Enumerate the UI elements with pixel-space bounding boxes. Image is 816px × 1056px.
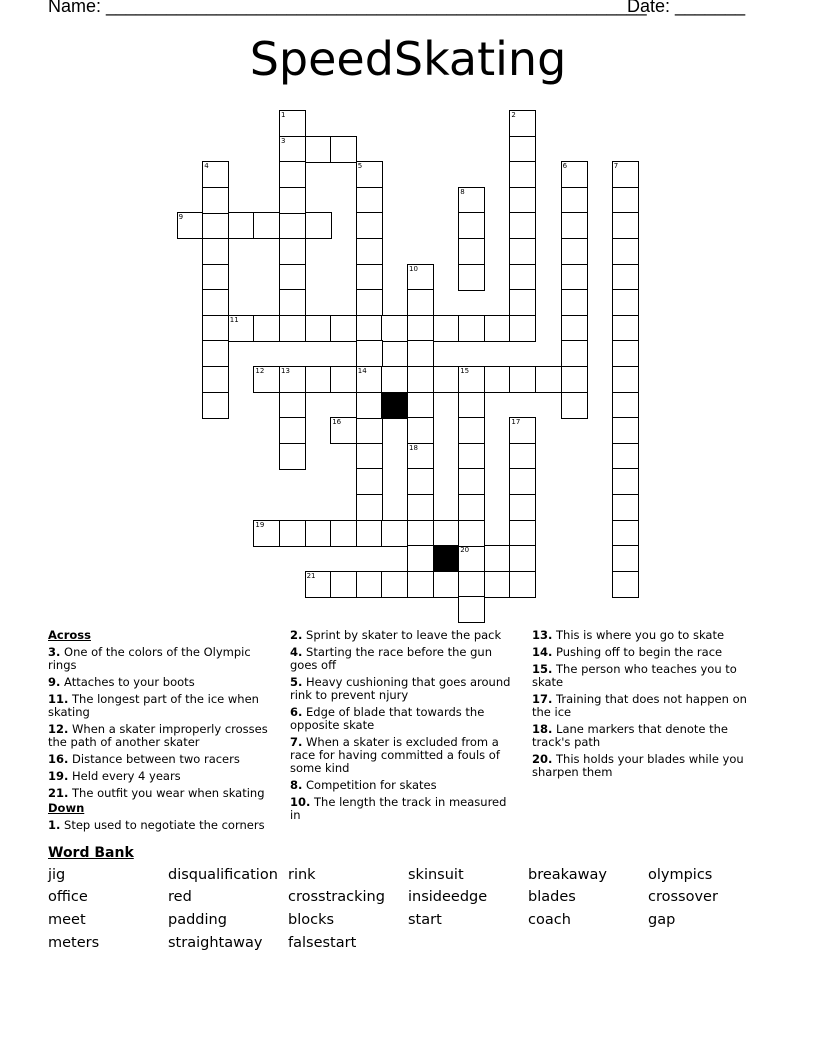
grid-cell[interactable] <box>612 340 639 367</box>
clue-text: This is where you go to skate <box>552 628 725 642</box>
word-bank-item: breakaway <box>528 867 608 883</box>
clue-text: Distance between two racers <box>68 752 240 766</box>
grid-cell[interactable] <box>202 366 229 393</box>
grid-cell[interactable] <box>561 264 588 291</box>
grid-cell[interactable] <box>356 417 383 444</box>
word-bank-item: office <box>48 889 88 905</box>
grid-cell[interactable] <box>407 520 434 547</box>
grid-cell[interactable] <box>458 264 485 291</box>
grid-cell[interactable] <box>458 417 485 444</box>
grid-cell[interactable] <box>407 494 434 521</box>
clue-number-label: 7. <box>290 735 303 749</box>
clue-number: 18 <box>409 443 418 452</box>
grid-cell[interactable] <box>458 443 485 470</box>
clue-item <box>290 646 515 672</box>
clue-number-label: 16. <box>48 752 69 766</box>
clue-text: The outfit you wear when skating <box>68 786 265 800</box>
grid-cell[interactable] <box>356 392 383 419</box>
grid-cell[interactable] <box>612 468 639 495</box>
clue-item <box>48 787 273 800</box>
word-bank-item: disqualification <box>168 867 278 883</box>
grid-cell[interactable] <box>509 187 536 214</box>
grid-cell[interactable] <box>509 468 536 495</box>
grid-cell[interactable] <box>433 366 460 393</box>
grid-cell[interactable] <box>356 340 383 367</box>
clue-number-label: 15. <box>532 662 553 676</box>
clue-number-label: 12. <box>48 722 69 736</box>
word-bank-item: start <box>408 912 442 928</box>
word-bank-title: Word Bank <box>48 845 134 861</box>
grid-cell[interactable] <box>484 571 511 598</box>
clue-item <box>532 723 757 749</box>
word-bank-item: padding <box>168 912 227 928</box>
word-bank-item: skinsuit <box>408 867 464 883</box>
clue-text: Heavy cushioning that goes around rink to prevent njury <box>290 675 511 702</box>
grid-cell[interactable] <box>305 315 332 342</box>
grid-cell[interactable] <box>407 392 434 419</box>
clue-number: 21 <box>306 571 316 580</box>
grid-cell[interactable] <box>407 571 434 598</box>
clue-number-label: 14. <box>532 645 553 659</box>
clue-number-label: 19. <box>48 769 69 783</box>
clue-number-label: 8. <box>290 778 303 792</box>
clue-number-label: 18. <box>532 722 553 736</box>
grid-cell[interactable] <box>535 366 562 393</box>
clue-text: Training that does not happen on the ice <box>532 692 747 719</box>
grid-cell[interactable] <box>612 238 639 265</box>
grid-cell[interactable] <box>458 494 485 521</box>
clue-text: Starting the race before the gun goes off <box>290 645 492 672</box>
grid-cell[interactable] <box>612 366 639 393</box>
clue-text: When a skater improperly crosses the path of another skater <box>48 722 268 749</box>
word-bank-item: insideedge <box>408 889 488 905</box>
clue-number-label: 4. <box>290 645 303 659</box>
grid-cell[interactable] <box>381 571 408 598</box>
grid-cell[interactable] <box>509 366 536 393</box>
clue-number: 20 <box>460 546 470 555</box>
clue-number: 7 <box>613 162 619 171</box>
grid-cell[interactable] <box>458 468 485 495</box>
grid-cell[interactable] <box>458 571 485 598</box>
grid-cell[interactable] <box>561 366 588 393</box>
grid-cell[interactable] <box>509 545 536 572</box>
grid-cell[interactable] <box>612 212 639 239</box>
word-bank-item: gap <box>648 912 676 928</box>
grid-block <box>433 545 460 572</box>
clue-text: The length the track in measured in <box>290 795 507 822</box>
grid-cell[interactable] <box>458 315 485 342</box>
grid-cell[interactable] <box>253 315 280 342</box>
clue-text: One of the colors of the Olympic rings <box>48 645 251 672</box>
clue-item <box>48 770 273 783</box>
grid-cell[interactable] <box>330 366 357 393</box>
grid-cell[interactable] <box>202 340 229 367</box>
grid-cell[interactable] <box>484 545 511 572</box>
clues-column-3 <box>532 629 757 783</box>
clue-number: 3 <box>281 136 286 145</box>
clue-text: The longest part of the ice when skating <box>48 692 259 719</box>
grid-cell[interactable] <box>484 315 511 342</box>
word-bank-item: meters <box>48 935 100 951</box>
clue-number: 2 <box>511 111 516 119</box>
clue-item <box>532 693 757 719</box>
grid-cell[interactable] <box>509 136 536 163</box>
clue-number: 19 <box>255 520 265 529</box>
clue-item <box>532 753 757 779</box>
grid-cell[interactable] <box>509 289 536 316</box>
word-bank-item: olympics <box>648 867 713 883</box>
grid-cell[interactable] <box>279 187 306 214</box>
clues-column-1 <box>48 629 273 836</box>
grid-cell[interactable] <box>202 315 229 342</box>
word-bank-item: rink <box>288 867 316 883</box>
grid-cell[interactable] <box>407 545 434 572</box>
clue-text: The person who teaches you to skate <box>532 662 737 689</box>
grid-cell[interactable] <box>407 340 434 367</box>
word-bank-item: falsestart <box>288 935 357 951</box>
across-heading: Across <box>48 628 91 642</box>
clue-item <box>48 819 273 832</box>
grid-cell[interactable] <box>279 212 306 239</box>
grid-cell[interactable] <box>612 571 639 598</box>
grid-cell[interactable] <box>433 571 460 598</box>
page-title: SpeedSkating <box>249 32 567 86</box>
grid-cell[interactable] <box>561 392 588 419</box>
grid-cell[interactable] <box>612 494 639 521</box>
grid-cell[interactable] <box>484 366 511 393</box>
grid-cell[interactable] <box>561 238 588 265</box>
grid-cell[interactable] <box>279 238 306 265</box>
clue-number-label: 17. <box>532 692 553 706</box>
clue-number: 15 <box>460 367 470 375</box>
grid-cell[interactable] <box>407 417 434 444</box>
grid-cell[interactable] <box>458 392 485 419</box>
clue-item <box>290 736 515 775</box>
grid-cell[interactable] <box>305 212 332 239</box>
grid-cell[interactable] <box>458 596 485 623</box>
clue-text: Sprint by skater to leave the pack <box>302 628 502 642</box>
grid-cell[interactable] <box>612 443 639 470</box>
clue-number: 12 <box>255 367 265 375</box>
clue-text: When a skater is excluded from a race for having committed a fouls of some kind <box>290 735 500 775</box>
clue-item <box>48 693 273 719</box>
grid-cell[interactable] <box>202 238 229 265</box>
clue-number-label: 11. <box>48 692 69 706</box>
clue-number-label: 21. <box>48 786 69 800</box>
name-field[interactable]: Name: ______________________________________________________ <box>48 0 647 16</box>
clue-number: 8 <box>460 187 465 196</box>
grid-cell[interactable] <box>356 443 383 470</box>
clue-number-label: 5. <box>290 675 303 689</box>
word-bank-item: crossover <box>648 889 718 905</box>
clue-number: 17 <box>511 418 521 427</box>
grid-cell[interactable] <box>305 366 332 393</box>
grid-cell[interactable] <box>612 315 639 342</box>
grid-cell[interactable] <box>433 315 460 342</box>
clue-number-label: 3. <box>48 645 61 659</box>
grid-block <box>381 392 408 419</box>
grid-cell[interactable] <box>407 468 434 495</box>
grid-cell[interactable] <box>202 289 229 316</box>
grid-cell[interactable] <box>356 520 383 547</box>
grid-cell[interactable] <box>381 520 408 547</box>
clue-number: 14 <box>357 367 367 375</box>
clues-column-2 <box>290 629 515 826</box>
grid-cell[interactable] <box>356 494 383 521</box>
grid-cell[interactable] <box>612 289 639 316</box>
word-bank-item: red <box>168 889 192 905</box>
grid-cell[interactable] <box>305 136 332 163</box>
grid-cell[interactable] <box>509 520 536 547</box>
grid-cell[interactable] <box>356 238 383 265</box>
grid-cell[interactable] <box>356 187 383 214</box>
grid-cell[interactable] <box>279 264 306 291</box>
clue-item <box>290 706 515 732</box>
clue-number-label: 13. <box>532 628 553 642</box>
clue-number-label: 9. <box>48 675 61 689</box>
grid-cell[interactable] <box>612 520 639 547</box>
grid-cell[interactable] <box>509 161 536 188</box>
date-field[interactable]: Date: _______ <box>627 0 746 16</box>
clue-item <box>290 629 515 642</box>
clue-text: Pushing off to begin the race <box>552 645 723 659</box>
word-bank-item: blocks <box>288 912 335 928</box>
grid-cell[interactable] <box>279 443 306 470</box>
clue-number-label: 6. <box>290 705 303 719</box>
clue-item <box>48 646 273 672</box>
grid-cell[interactable] <box>279 392 306 419</box>
grid-cell[interactable] <box>279 417 306 444</box>
clue-item <box>532 629 757 642</box>
grid-cell[interactable] <box>612 264 639 291</box>
clue-number: 1 <box>281 111 286 119</box>
grid-cell[interactable] <box>612 392 639 419</box>
grid-cell[interactable] <box>561 340 588 367</box>
down-heading: Down <box>48 801 85 815</box>
grid-cell[interactable] <box>279 161 306 188</box>
grid-cell[interactable] <box>407 289 434 316</box>
grid-cell[interactable] <box>202 392 229 419</box>
grid-cell[interactable] <box>202 212 229 239</box>
clue-number: 16 <box>332 418 342 427</box>
grid-cell[interactable] <box>330 315 357 342</box>
grid-cell[interactable] <box>202 187 229 214</box>
clue-number: 5 <box>357 162 363 171</box>
grid-cell[interactable] <box>509 212 536 239</box>
grid-cell[interactable] <box>202 264 229 291</box>
clue-item <box>290 676 515 702</box>
grid-cell[interactable] <box>509 238 536 265</box>
grid-cell[interactable] <box>561 187 588 214</box>
grid-cell[interactable] <box>509 443 536 470</box>
clue-text: Lane markers that denote the track's path <box>532 722 729 749</box>
grid-cell[interactable] <box>381 366 408 393</box>
clue-number-label: 10. <box>290 795 311 809</box>
word-bank-item: jig <box>48 867 66 883</box>
clue-item <box>290 779 515 792</box>
grid-cell[interactable] <box>356 315 383 342</box>
clue-number: 6 <box>562 162 568 171</box>
grid-cell[interactable] <box>330 520 357 547</box>
word-bank-item: meet <box>48 912 86 928</box>
word-bank-item: blades <box>528 889 576 905</box>
clue-item <box>532 646 757 659</box>
grid-cell[interactable] <box>509 315 536 342</box>
grid-cell[interactable] <box>356 571 383 598</box>
grid-cell[interactable] <box>509 494 536 521</box>
word-bank-item: crosstracking <box>288 889 385 905</box>
grid-cell[interactable] <box>381 315 408 342</box>
grid-cell[interactable] <box>458 238 485 265</box>
clue-item <box>48 753 273 766</box>
clue-number-label: 20. <box>532 752 553 766</box>
grid-cell[interactable] <box>561 212 588 239</box>
clue-number: 4 <box>204 162 209 171</box>
clue-text: Competition for skates <box>302 778 437 792</box>
grid-cell[interactable] <box>509 264 536 291</box>
grid-cell[interactable] <box>509 571 536 598</box>
grid-cell[interactable] <box>253 212 280 239</box>
grid-cell[interactable] <box>458 520 485 547</box>
clue-number: 13 <box>281 367 290 375</box>
grid-cell[interactable] <box>279 520 306 547</box>
grid-cell[interactable] <box>407 366 434 393</box>
grid-cell[interactable] <box>407 315 434 342</box>
clue-number-label: 2. <box>290 628 303 642</box>
clue-text: Held every 4 years <box>68 769 181 783</box>
grid-cell[interactable] <box>458 212 485 239</box>
clue-item <box>48 676 273 689</box>
clue-item <box>48 723 273 749</box>
grid-cell[interactable] <box>305 520 332 547</box>
clue-text: Step used to negotiate the corners <box>60 818 265 832</box>
grid-cell[interactable] <box>612 187 639 214</box>
clue-text: Attaches to your boots <box>60 675 195 689</box>
clue-text: This holds your blades while you sharpen them <box>532 752 744 779</box>
clue-number: 11 <box>229 315 239 324</box>
grid-cell[interactable] <box>356 212 383 239</box>
grid-cell[interactable] <box>356 289 383 316</box>
grid-cell[interactable] <box>279 315 306 342</box>
grid-cell[interactable] <box>356 468 383 495</box>
clue-number: 10 <box>409 264 418 273</box>
clue-item <box>290 796 515 822</box>
clue-text: Edge of blade that towards the opposite skate <box>290 705 485 732</box>
word-bank-item: straightaway <box>168 935 263 951</box>
grid-cell[interactable] <box>612 417 639 444</box>
grid-cell[interactable] <box>433 520 460 547</box>
clue-number: 9 <box>178 213 184 222</box>
grid-cell[interactable] <box>330 571 357 598</box>
grid-cell[interactable] <box>612 545 639 572</box>
grid-cell[interactable] <box>356 264 383 291</box>
grid-cell[interactable] <box>228 212 255 239</box>
grid-cell[interactable] <box>330 136 357 163</box>
clue-number-label: 1. <box>48 818 61 832</box>
grid-cell[interactable] <box>279 289 306 316</box>
grid-cell[interactable] <box>561 315 588 342</box>
grid-cell[interactable] <box>561 289 588 316</box>
clue-item <box>532 663 757 689</box>
word-bank-item: coach <box>528 912 571 928</box>
